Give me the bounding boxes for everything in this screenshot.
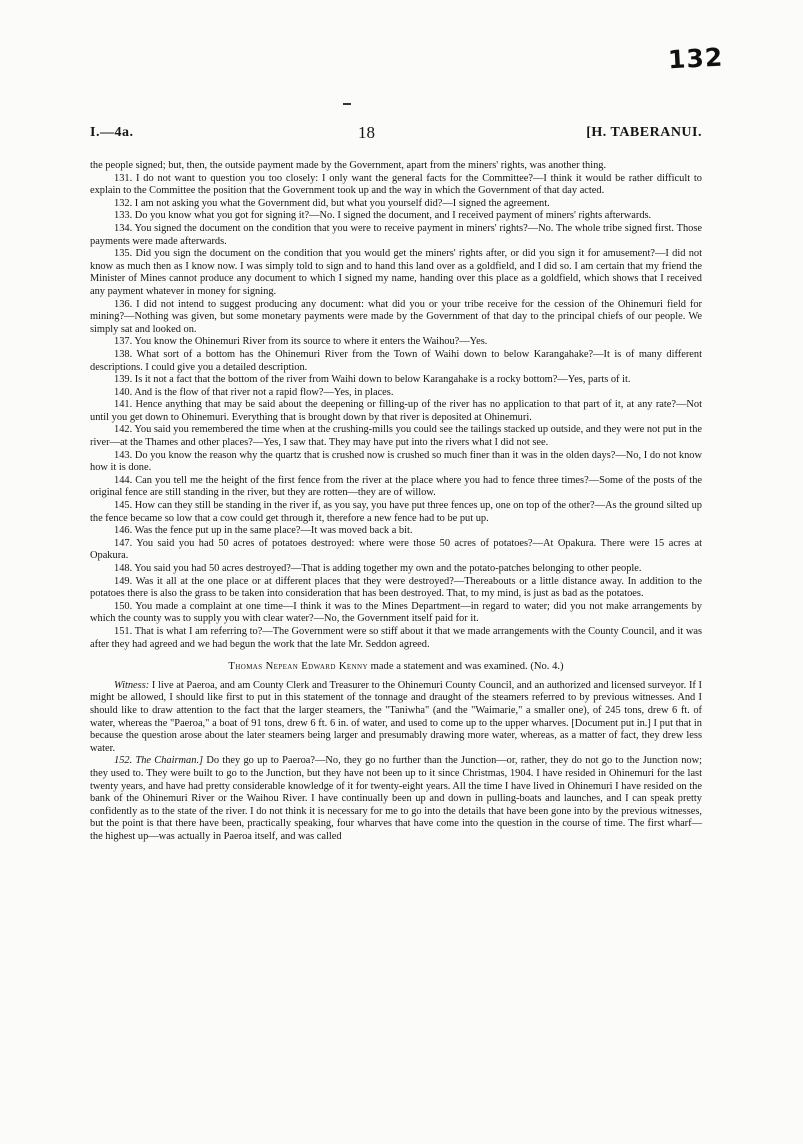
scan-speck: [343, 103, 351, 105]
paragraph: 148. You said you had 50 acres destroyed?—That is adding together my own and the potato-patches belonging to other people.: [114, 563, 642, 574]
paragraph: 145. How can they still be standing in the river if, as you say, you have put three fences up, one on top of the other?—As the ground silted up the fence became so low that a cow could get through it, therefore a new fence had to be put up.: [90, 500, 702, 524]
paragraph: 132. I am not asking you what the Government did, but what you yourself did?—I signed the agreement.: [114, 197, 550, 209]
body-text: [90, 160, 702, 843]
paragraph: 147. You said you had 50 acres of potatoes destroyed: where were those 50 acres of potatoes?—At Opakura. There were 15 acres at Opakura.: [90, 537, 702, 562]
paragraph: 144. Can you tell me the height of the first fence from the river at the place where you had to fence three times?—Some of the posts of the original fence are still standing in the river, but they are rotten—they are of willow.: [90, 474, 702, 499]
document-reference: I.—4a.: [90, 125, 134, 140]
paragraph: 135. Did you sign the document on the condition that you would get the miners' rights after, or did you sign it for amusement?—I did not know as much then as I know now. I was simply told to sign and to hand this land over as a goldfield, and I did so. I am certain that my friend the Minister of Mines cannot produce any document to which I signed my name, handing over this place as a goldfield, which shows that I received any payment whatever in money for signing.: [90, 248, 702, 297]
paragraph: 139. Is it not a fact that the bottom of the river from Waihi down to below Karangahake is a rocky bottom?—Yes, parts of it.: [114, 374, 631, 386]
paragraph: the people signed; but, then, the outside payment made by the Government, apart from the miners' rights, was another thing.: [90, 160, 607, 171]
paragraph: 141. Hence anything that may be said about the deepening or filling-up of the river has no application to that part of it, at any rate?—Not until you get down to Ohinemuri. Everything that is brought down by that river is deposited at Ohinemuri.: [90, 399, 702, 423]
paragraph: 134. You signed the document on the condition that you were to receive payment in miners' rights?—No. The whole tribe signed first. Those payments were made afterwards.: [90, 222, 702, 247]
paragraph: 137. You know the Ohinemuri River from its source to where it enters the Waihou?—Yes.: [114, 336, 488, 348]
witness-paragraph: [90, 680, 702, 756]
paragraph: 150. You made a complaint at one time—I think it was to the Mines Department—in regard to water; did you not make arrangements by which the county was to supply you with clear water?—No, the Government itself paid for it.: [90, 600, 702, 625]
handwritten-page-number: 132: [667, 42, 724, 75]
speaker-label: 152. The Chairman.]: [114, 755, 204, 767]
witness-name-header: [H. TABERANUI.: [586, 125, 702, 140]
page-number: 18: [358, 123, 375, 142]
speaker-label: Witness:: [114, 679, 150, 691]
paragraph: 151. That is what I am referring to?—The Government were so stiff about it that we made arrangements with the County Council, and it was after they had agreed and we had begun the work that the late Mr. Seddon agreed.: [90, 625, 702, 650]
paragraph: 146. Was the fence put up in the same place?—It was moved back a bit.: [114, 525, 413, 537]
paragraph-text: Do they go up to Paeroa?—No, they go no further than the Junction—or, rather, they do not go to the Junction now; they used to. They were built to go to the Junction, but they have not been up to it since Christmas, 1904. I have resided in Ohinemuri for the last twenty years, and have had pretty considerable knowledge of it for twenty-eight years. All the time I have lived in Ohinemuri I have resided on the bank of the Ohinemuri River or the Waihou River. I have continually been up and down in pulling-boats and launches, and I can speak pretty confidently as to the state of the river. I do not think it is necessary for me to go into the details that have been gone into by the previous witnesses, but the point is that there have been, practically speaking, four wharves that have come into the question in the course of time. The first wharf—the highest up—was actually in Paeroa itself, and was called: [90, 755, 702, 842]
witness-paragraph: [90, 755, 702, 843]
paragraph: 133. Do you know what you got for signing it?—No. I signed the document, and I received payment of miners' rights afterwards.: [114, 210, 652, 222]
running-head: [90, 125, 702, 147]
paragraph: 136. I did not intend to suggest producing any document: what did you or your tribe receive for the cession of the Ohinemuri field for mining?—Nothing was given, but some monetary payments were made by the Government of that day to the principal chiefs of our people. We simply sat and looked on.: [90, 298, 702, 335]
witness-name: Thomas Nepean Edward Kenny: [228, 661, 368, 673]
witness-heading: [90, 661, 702, 674]
witness-heading-rest: made a statement and was examined. (No. 4.): [367, 661, 564, 673]
paragraph: 142. You said you remembered the time when at the crushing-mills you could see the tailings stacked up outside, and they were not put in the river—at the Thames and other places?—Yes, I saw that. They may have put into the rivers what I did not see.: [90, 424, 702, 449]
paragraph-text: I live at Paeroa, and am County Clerk and Treasurer to the Ohinemuri County Council, and an authorized and licensed surveyor. If I might be allowed, I should like first to put in this statement of the tonnage and draught of the steamers referred to by previous witnesses. And I should like to draw attention to the fact that the larger steamers, the "Taniwha" (and the "Waimarie," a smaller one), of 245 tons, drew 6 ft. of water, whereas the "Paeroa," a boat of 91 tons, drew 6 ft. 6 in. of water, and used to come up to the upper wharves. [Document put in.] I put that in because the question arose about the later steamers being larger and presumably drawing more water, whereas, as a matter of fact, they drew less water.: [90, 679, 702, 754]
paragraph: 131. I do not want to question you too closely: I only want the general facts for the Committee?—I think it would be rather difficult to explain to the Committee the position that the Government took up and the way in which the Government of that day acted.: [90, 172, 702, 197]
paragraph: 143. Do you know the reason why the quartz that is crushed now is crushed so much finer than it was in the olden days?—No, I do not know how it is done.: [90, 449, 702, 474]
paragraph: 149. Was it all at the one place or at different places that they were destroyed?—Thereabouts or a little distance away. In addition to the potatoes there is also the grass to be taken into consideration that has been destroyed. That, to my mind, is just as bad as the potatoes.: [90, 575, 702, 600]
paragraph: 138. What sort of a bottom has the Ohinemuri River from the Town of Waihi down to below Karangahake?—It is of many different descriptions. I could give you a detailed description.: [90, 348, 702, 373]
paragraph: 140. And is the flow of that river not a rapid flow?—Yes, in places.: [114, 386, 394, 398]
